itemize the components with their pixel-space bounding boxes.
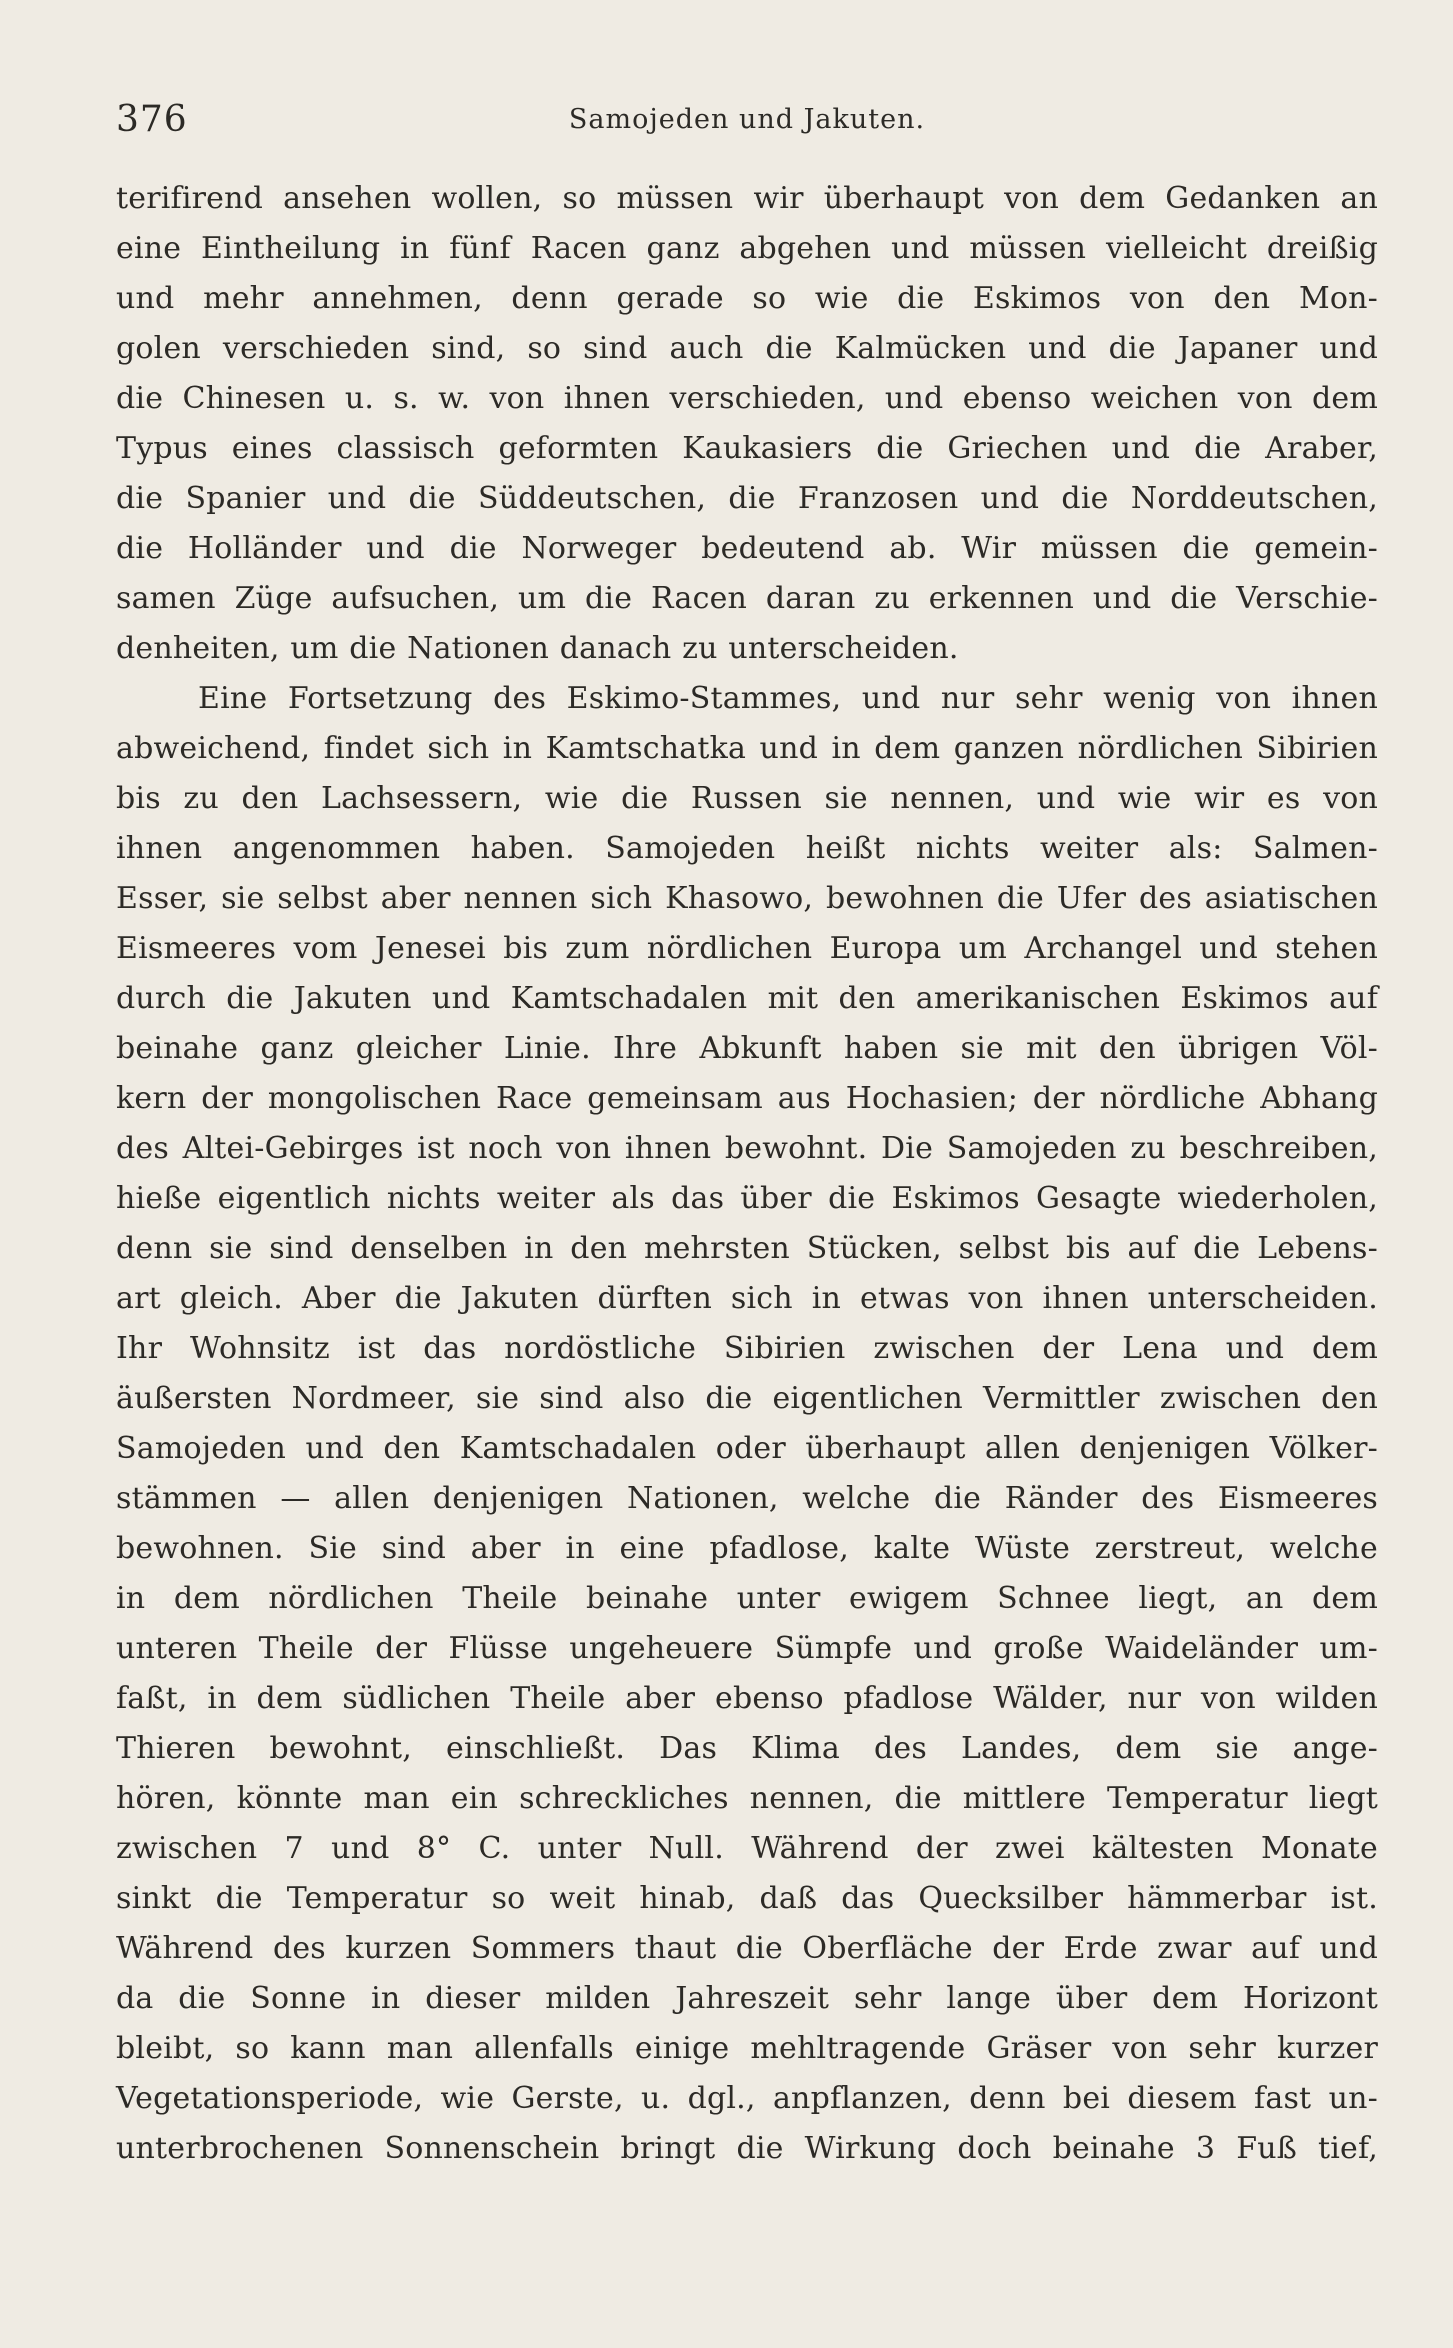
text-line: in dem nördlichen Theile beinahe unter ewigem Schnee liegt, an dem (116, 1581, 1378, 1616)
text-line: denn sie sind denselben in den mehrsten Stücken, selbst bis auf die Lebens- (116, 1231, 1378, 1266)
paragraph-first-line: Eine Fortsetzung des Eskimo-Stammes, und nur sehr wenig von ihnen (198, 681, 1378, 716)
text-line: bewohnen. Sie sind aber in eine pfadlose, kalte Wüste zerstreut, welche (116, 1531, 1378, 1566)
text-line: zwischen 7 und 8° C. unter Null. Während der zwei kältesten Monate (116, 1831, 1378, 1866)
text-line: Thieren bewohnt, einschließt. Das Klima des Landes, dem sie ange- (116, 1731, 1378, 1766)
text-line: eine Eintheilung in fünf Racen ganz abgehen und müssen vielleicht dreißig (116, 231, 1378, 266)
text-line: golen verschieden sind, so sind auch die Kalmücken und die Japaner und (116, 331, 1378, 366)
text-line: hieße eigentlich nichts weiter als das über die Eskimos Gesagte wiederholen, (116, 1181, 1378, 1216)
text-line: art gleich. Aber die Jakuten dürften sich in etwas von ihnen unterscheiden. (116, 1281, 1378, 1316)
text-line: bis zu den Lachsessern, wie die Russen sie nennen, und wie wir es von (116, 781, 1378, 816)
text-line: äußersten Nordmeer, sie sind also die eigentlichen Vermittler zwischen den (116, 1381, 1378, 1416)
text-line: samen Züge aufsuchen, um die Racen daran zu erkennen und die Verschie- (116, 581, 1378, 616)
text-line: unterbrochenen Sonnenschein bringt die Wirkung doch beinahe 3 Fuß tief, (116, 2131, 1378, 2166)
text-line: Ihr Wohnsitz ist das nordöstliche Sibirien zwischen der Lena und dem (116, 1331, 1378, 1366)
text-line: Eismeeres vom Jenesei bis zum nördlichen Europa um Archangel und stehen (116, 931, 1378, 966)
running-title: Samojeden und Jakuten. (568, 104, 926, 135)
text-line: Typus eines classisch geformten Kaukasiers die Griechen und die Araber, (116, 431, 1378, 466)
page-number: 376 (116, 99, 188, 140)
text-line: die Spanier und die Süddeutschen, die Franzosen und die Norddeutschen, (116, 481, 1378, 516)
body-text (116, 174, 1378, 2174)
text-line: abweichend, findet sich in Kamtschatka und in dem ganzen nördlichen Sibirien (116, 731, 1378, 766)
text-line: terifirend ansehen wollen, so müssen wir überhaupt von dem Gedanken an (116, 181, 1378, 216)
text-line: hören, könnte man ein schreckliches nennen, die mittlere Temperatur liegt (116, 1781, 1378, 1816)
text-line: bleibt, so kann man allenfalls einige mehltragende Gräser von sehr kurzer (116, 2031, 1378, 2066)
text-line: und mehr annehmen, denn gerade so wie die Eskimos von den Mon- (116, 281, 1378, 316)
text-line: faßt, in dem südlichen Theile aber ebenso pfadlose Wälder, nur von wilden (116, 1681, 1378, 1716)
text-line: denheiten, um die Nationen danach zu unterscheiden. (116, 631, 959, 666)
text-line: die Chinesen u. s. w. von ihnen verschieden, und ebenso weichen von dem (116, 381, 1378, 416)
text-line: Während des kurzen Sommers thaut die Oberfläche der Erde zwar auf und (116, 1931, 1378, 1966)
text-line: da die Sonne in dieser milden Jahreszeit sehr lange über dem Horizont (116, 1981, 1378, 2016)
text-line: durch die Jakuten und Kamtschadalen mit den amerikanischen Eskimos auf (116, 981, 1378, 1016)
text-line: Samojeden und den Kamtschadalen oder überhaupt allen denjenigen Völker- (116, 1431, 1378, 1466)
text-line: die Holländer und die Norweger bedeutend ab. Wir müssen die gemein- (116, 531, 1378, 566)
text-line: des Altei-Gebirges ist noch von ihnen bewohnt. Die Samojeden zu beschreiben, (116, 1131, 1378, 1166)
text-line: Vegetationsperiode, wie Gerste, u. dgl., anpflanzen, denn bei diesem fast un- (116, 2081, 1378, 2116)
page-header (116, 96, 1378, 144)
text-line: beinahe ganz gleicher Linie. Ihre Abkunft haben sie mit den übrigen Völ- (116, 1031, 1378, 1066)
text-line: kern der mongolischen Race gemeinsam aus Hochasien; der nördliche Abhang (116, 1081, 1378, 1116)
text-line: stämmen — allen denjenigen Nationen, welche die Ränder des Eismeeres (116, 1481, 1378, 1516)
text-line: Esser, sie selbst aber nennen sich Khasowo, bewohnen die Ufer des asiatischen (116, 881, 1378, 916)
text-line: sinkt die Temperatur so weit hinab, daß das Quecksilber hämmerbar ist. (116, 1881, 1378, 1916)
text-line: ihnen angenommen haben. Samojeden heißt nichts weiter als: Salmen- (116, 831, 1378, 866)
text-line: unteren Theile der Flüsse ungeheuere Sümpfe und große Waideländer um- (116, 1631, 1378, 1666)
